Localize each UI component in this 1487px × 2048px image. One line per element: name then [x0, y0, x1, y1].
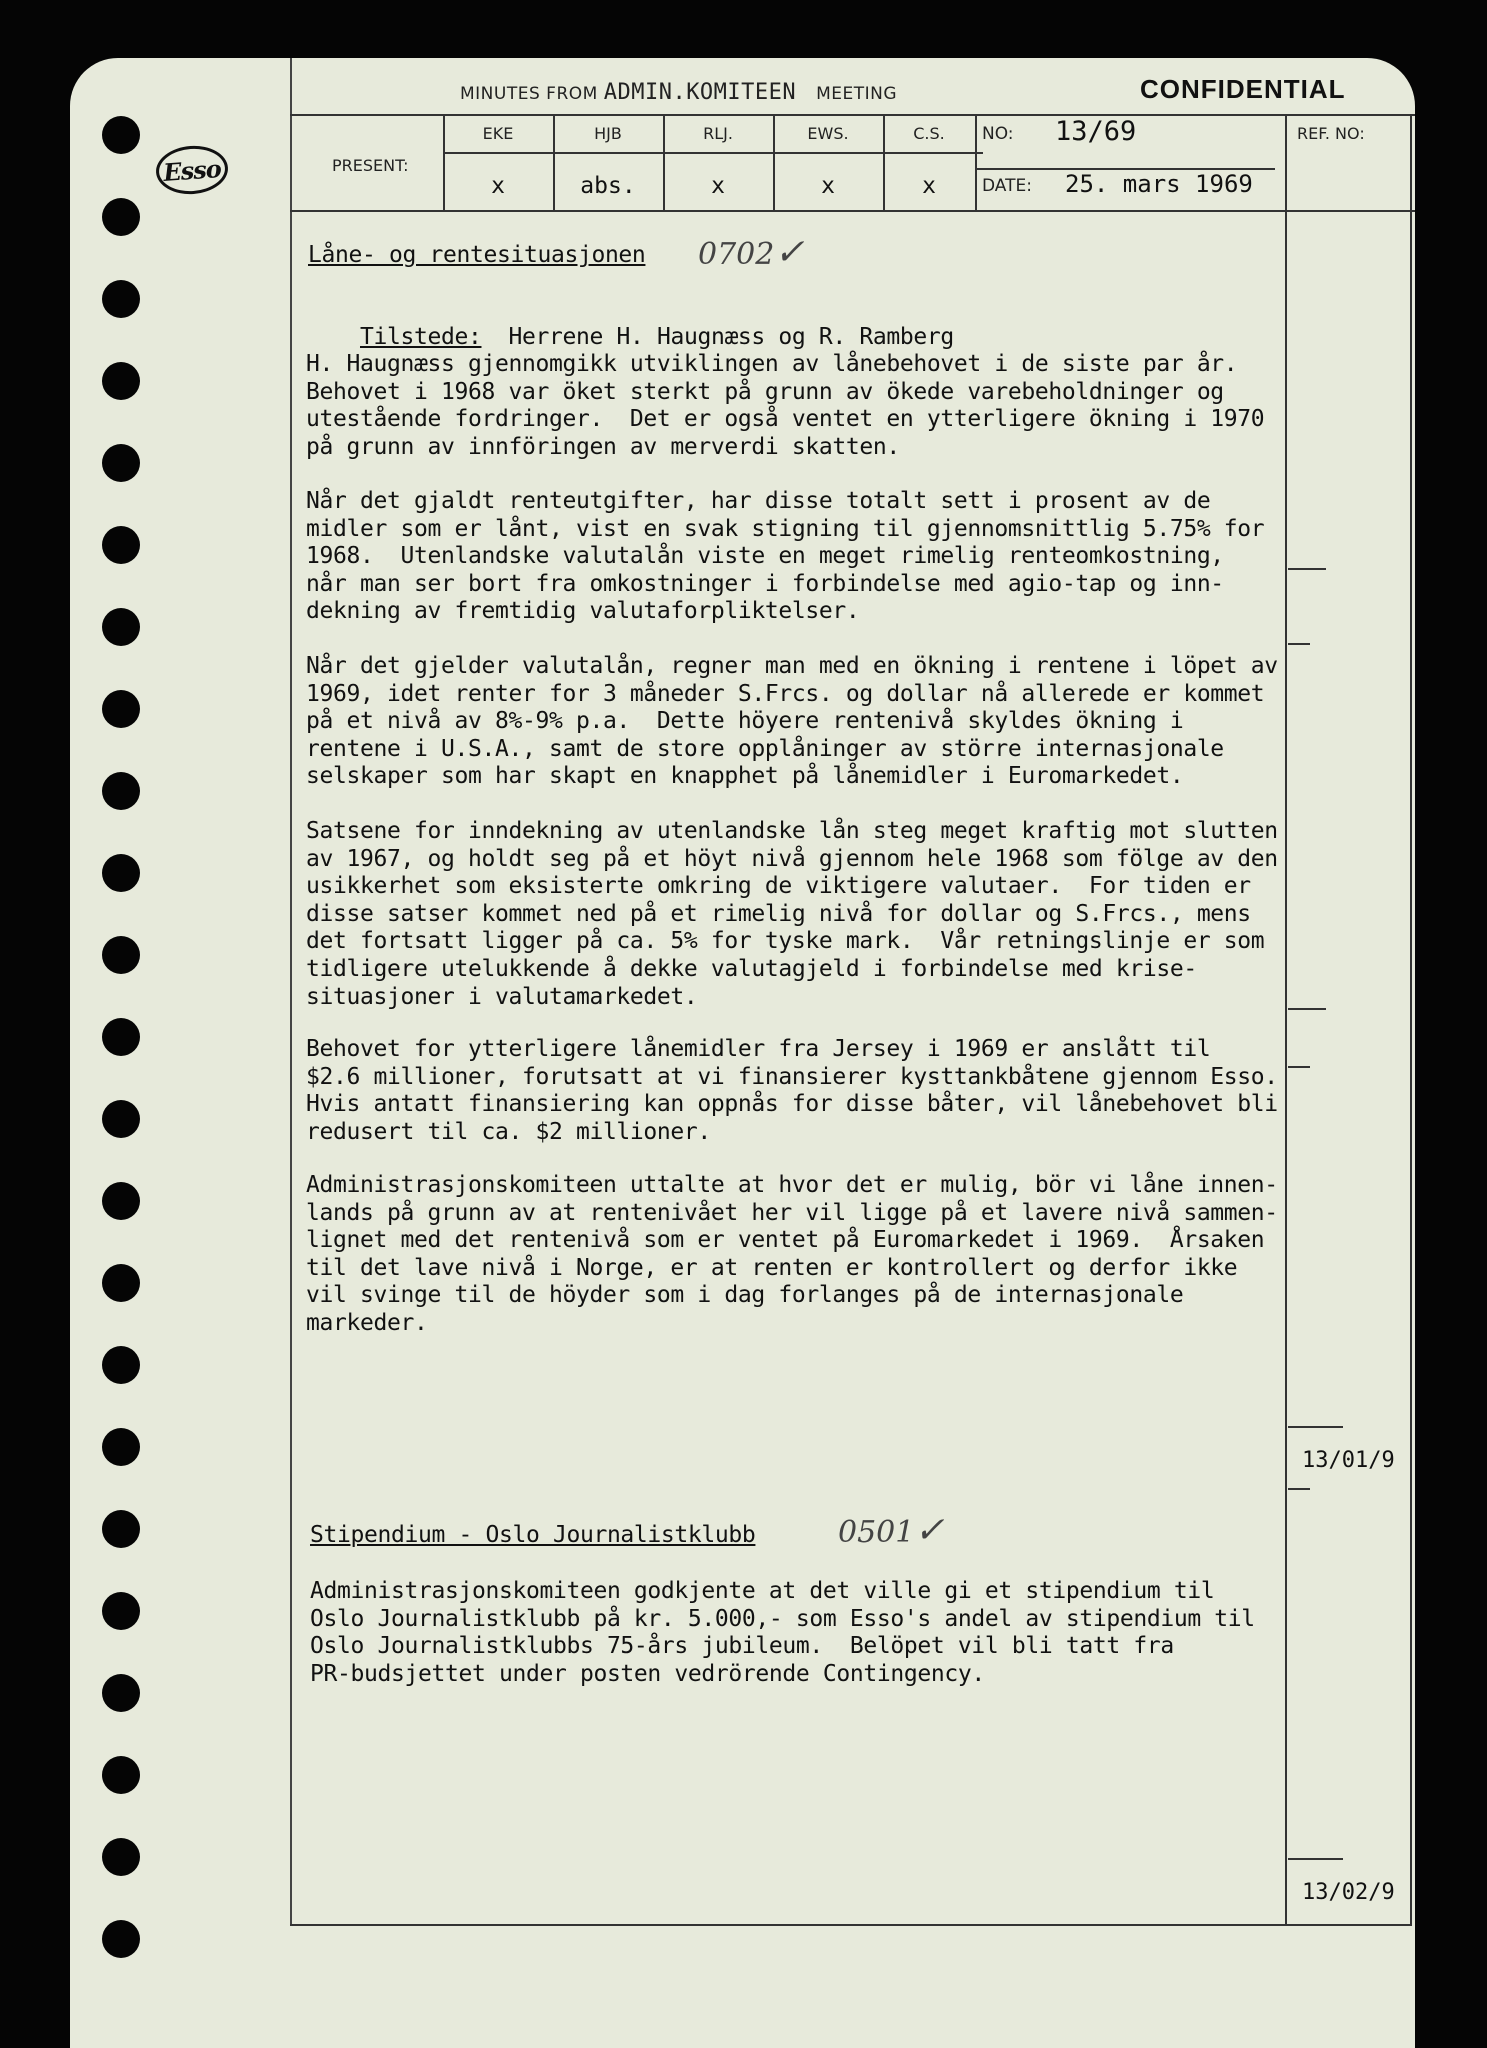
attendee-status: x — [922, 173, 936, 199]
punch-hole — [102, 854, 140, 892]
punch-hole — [102, 608, 140, 646]
paragraph: Satsene for inndekning av utenlandske lån steg meget kraftig mot slutten av 1967, og holdt seg på et höyt nivå gjennom hele 1968 som fölge av den usikkerhet som eksisterte omkring de viktigere valutaer. For tiden er disse satser kommet ned på et rimelig nivå for dollar og S.Frcs., mens det fortsatt ligger på ca. 5% for tyske mark. Vår retningslinje er som tidligere utelukkende å dekke valutagjeld i forbindelse med krise- situasjoner i valutamarkedet. — [306, 818, 1278, 1010]
punch-hole — [102, 1592, 140, 1630]
punch-hole — [102, 1674, 140, 1712]
paragraph: H. Haugnæss gjennomgikk utviklingen av lånebehovet i de siste par år. Behovet i 1968 var öket sterkt på grunn av ökede varebeholdninger og utestående fordringer. Det er også ventet en ytterligere ökning i 1970 på grunn av innföringen av merverdi skatten. — [306, 351, 1265, 460]
punch-hole — [102, 198, 140, 236]
punch-hole — [102, 1428, 140, 1466]
right-margin-rule — [1410, 114, 1412, 1924]
handwritten-code: 0501✓ — [838, 1510, 945, 1551]
margin-tick — [1288, 1858, 1343, 1860]
attendee-initials: HJB — [594, 124, 622, 143]
punch-hole — [102, 1346, 140, 1384]
margin-tick — [1288, 1066, 1310, 1068]
section-heading: Låne- og rentesituasjonen — [308, 242, 646, 268]
attendee-status: x — [491, 173, 505, 199]
paragraph: Behovet for ytterligere lånemidler fra Jersey i 1969 er anslått til $2.6 millioner, forutsatt at vi finansierer kysttankbåtene gjennom Esso. Hvis antatt finansiering kan oppnås for disse båter, vil lånebehovet bli redusert til ca. $2 millioner. — [306, 1036, 1278, 1145]
col-rule — [975, 114, 977, 212]
punch-hole — [102, 1510, 140, 1548]
meeting-date: 25. mars 1969 — [1065, 170, 1253, 198]
header-rule-top — [290, 114, 1415, 116]
paragraph: Administrasjonskomiteen godkjente at det ville gi et stipendium til Oslo Journalistklubb på kr. 5.000,- som Esso's andel av stipendium til Oslo Journalistklubbs 75-års jubileum. Belöpet vil bli tatt fra PR-budsjettet under posten vedrörende Contingency. — [310, 1578, 1255, 1687]
punch-hole — [102, 1100, 140, 1138]
margin-tick — [1288, 1488, 1310, 1490]
attendee-divider — [443, 152, 983, 154]
punch-hole — [102, 444, 140, 482]
punch-hole — [102, 690, 140, 728]
attendee-initials: C.S. — [913, 124, 945, 143]
minutes-from-line — [460, 80, 897, 105]
paragraph: Når det gjaldt renteutgifter, har disse totalt sett i prosent av de midler som er lånt, vist en svak stigning til gjennomsnittlig 5.75% for 1968. Utenlandske valutalån viste en meget rimelig renteomkostning, når man ser bort fra omkostninger i forbindelse med agio-tap og inn- dekning av fremtidig valutaforpliktelser. — [306, 488, 1265, 625]
left-margin-rule — [290, 58, 292, 1924]
committee-name: ADMIN.KOMITEEN — [603, 80, 797, 105]
meeting-label: MEETING — [816, 84, 898, 104]
handwritten-code: 0702✓ — [698, 232, 805, 273]
minutes-sheet — [70, 58, 1415, 2048]
attendee-initials: RLJ. — [703, 124, 733, 143]
minutes-from-label: MINUTES FROM — [460, 84, 598, 104]
page-bottom-rule — [290, 1924, 1412, 1926]
present-label: PRESENT: — [332, 156, 409, 175]
margin-tick — [1288, 1008, 1326, 1010]
punch-hole — [102, 526, 140, 564]
header-rule-bottom — [290, 210, 1415, 212]
margin-tick — [1288, 568, 1326, 570]
punch-hole — [102, 280, 140, 318]
margin-tick — [1288, 1426, 1343, 1428]
ref-no-label: REF. NO: — [1297, 124, 1365, 143]
punch-hole — [102, 1838, 140, 1876]
esso-logo: Esso — [154, 144, 229, 197]
reference-number: 13/02/9 — [1302, 1880, 1395, 1905]
attendee-initials: EWS. — [807, 124, 849, 143]
minutes-number: 13/69 — [1055, 116, 1137, 147]
attendee-status: x — [711, 173, 725, 199]
paragraph: Når det gjelder valutalån, regner man med en ökning i rentene i löpet av 1969, idet renter for 3 måneder S.Frcs. og dollar nå allerede er kommet på et nivå av 8%-9% p.a. Dette höyere rentenivå skyldes ökning i rentene i U.S.A., samt de store opplåninger av större internasjonale selskaper som har skapt en knapphet på lånemidler i Euromarkedet. — [306, 653, 1278, 790]
margin-tick — [1288, 643, 1310, 645]
punch-hole — [102, 1920, 140, 1958]
reference-number: 13/01/9 — [1302, 1448, 1395, 1473]
section-heading: Stipendium - Oslo Journalistklubb — [310, 1522, 756, 1548]
punch-hole — [102, 772, 140, 810]
ref-column-rule — [1285, 210, 1287, 1924]
punch-hole — [102, 1264, 140, 1302]
punch-hole — [102, 1756, 140, 1794]
date-label: DATE: — [982, 176, 1032, 196]
punch-hole — [102, 936, 140, 974]
attendee-status: abs. — [580, 173, 636, 199]
punch-hole — [102, 362, 140, 400]
punch-hole — [102, 116, 140, 154]
minutes-number-label: NO: — [982, 124, 1014, 144]
col-rule — [1285, 114, 1287, 212]
punch-hole — [102, 1018, 140, 1056]
tilstede-names: Herrene H. Haugnæss og R. Ramberg — [508, 323, 954, 350]
confidential-stamp: CONFIDENTIAL — [1140, 74, 1346, 104]
paragraph: Administrasjonskomiteen uttalte at hvor det er mulig, bör vi låne innen- lands på grunn av at rentenivået her vil ligge på et lavere nivå sammen- lignet med det rentenivå som er ventet på Euromarkedet i 1969. Årsaken til det lave nivå i Norge, er at renten er kontrollert og derfor ikke vil svinge til de höyder som i dag forlanges på de internasjonale markeder. — [306, 1172, 1278, 1336]
punch-hole — [102, 1182, 140, 1220]
attendee-initials: EKE — [482, 124, 514, 143]
attendee-status: x — [821, 173, 835, 199]
tilstede-label: Tilstede: — [360, 323, 482, 350]
